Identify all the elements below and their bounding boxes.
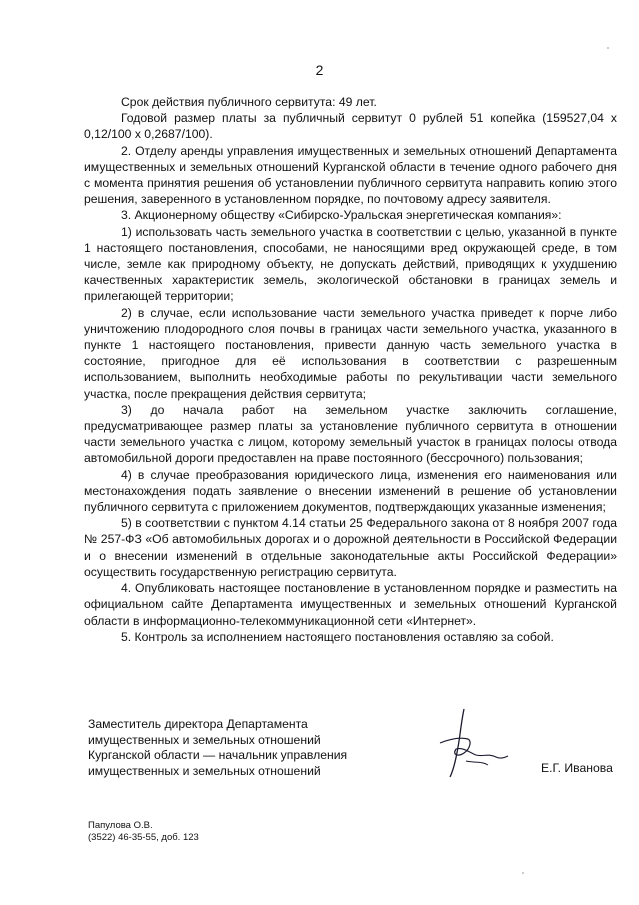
handwritten-signature (430, 703, 510, 783)
position-line: имущественных и земельных отношений (88, 732, 321, 747)
position-line: Курганской области — начальник управления (88, 748, 348, 762)
document-body (84, 94, 617, 645)
executor-phone: (3522) 46-35-55, доб. 123 (88, 832, 199, 843)
paragraph-subitem-1: 1) использовать часть земельного участка в соответствии с целью, указанной в пункте 1 настоящего постановления, способами, не наносящими вред окружающей среде, в том числе, земле как природному объекту, не допускать действий, приводящих к ухудшению качественных характеристик земель, экологической обстановки в границах земель и прилегающей территории; (84, 224, 617, 304)
signatory-position (88, 717, 388, 779)
page-number: 2 (315, 62, 324, 78)
position-line: Заместитель директора Департамента (88, 717, 308, 731)
executor-name: Папулова О.В. (88, 820, 153, 831)
paragraph-item-4: 4. Опубликовать настоящее постановление в установленном порядке и разместить на официальном сайте Департамента имущественных и земельных отношений Курганской области в информационно-телекоммуникационной сети «Интернет». (84, 581, 617, 628)
paragraph-item-3: 3. Акционерному обществу «Сибирско-Уральская энергетическая компания»: (121, 208, 562, 223)
paragraph-term: Срок действия публичного сервитута: 49 лет. (121, 95, 377, 109)
signatory-name: Е.Г. Иванова (541, 761, 613, 775)
paragraph-subitem-4: 4) в случае преобразования юридического лица, изменения его наименования или местонахождения подать заявление о внесении изменений в решение об установлении публичного сервитута с приложением документов, подтверждающих указанные изменения; (84, 467, 617, 515)
paragraph-subitem-3: 3) до начала работ на земельном участке заключить соглашение, предусматривающее размер платы за установление публичного сервитута в отношении части земельного участка с лицом, которому земельный участок в границах полосы отвода автомобильной дороги предоставлен на праве постоянного (бессрочного) пользования; (84, 402, 617, 466)
paragraph-subitem-5: 5) в соответствии с пунктом 4.14 статьи 25 Федерального закона от 8 ноября 2007 года № 257-ФЗ «Об автомобильных дорогах и о дорожной деятельности в Российской Федерации и о внесении изменений в отдельные законодательные акты Российской Федерации» осуществить государственную регистрацию сервитута. (84, 516, 617, 579)
position-line: имущественных и земельных отношений (88, 763, 321, 778)
paragraph-item-5: 5. Контроль за исполнением настоящего постановления оставляю за собой. (121, 629, 554, 644)
paragraph-fee: Годовой размер платы за публичный сервитут 0 рублей 51 копейка (159527,04 х 0,12/100 х 0,2687/100). (84, 111, 617, 142)
paragraph-subitem-2: 2) в случае, если использование части земельного участка приведет к порче либо уничтожению плодородного слоя почвы в границах части земельного участка, указанного в пункте 1 настоящего постановления, привести данную часть земельного участка в состояние, пригодное для её использования в соответствии с разрешенным использованием, выполнить необходимые работы по рекультивации части земельного участка, после прекращения действия сервитута; (84, 305, 617, 401)
scan-speck (522, 872, 524, 874)
paragraph-item-2: 2. Отделу аренды управления имущественных и земельных отношений Департамента имущественных и земельных отношений Курганской области в течение одного рабочего дня с момента принятия решения об установлении публичного сервитута направить копию этого решения, заверенного в установленном порядке, по почтовому адресу заявителя. (84, 143, 617, 207)
scan-speck (607, 47, 609, 49)
executor-info (88, 820, 199, 844)
